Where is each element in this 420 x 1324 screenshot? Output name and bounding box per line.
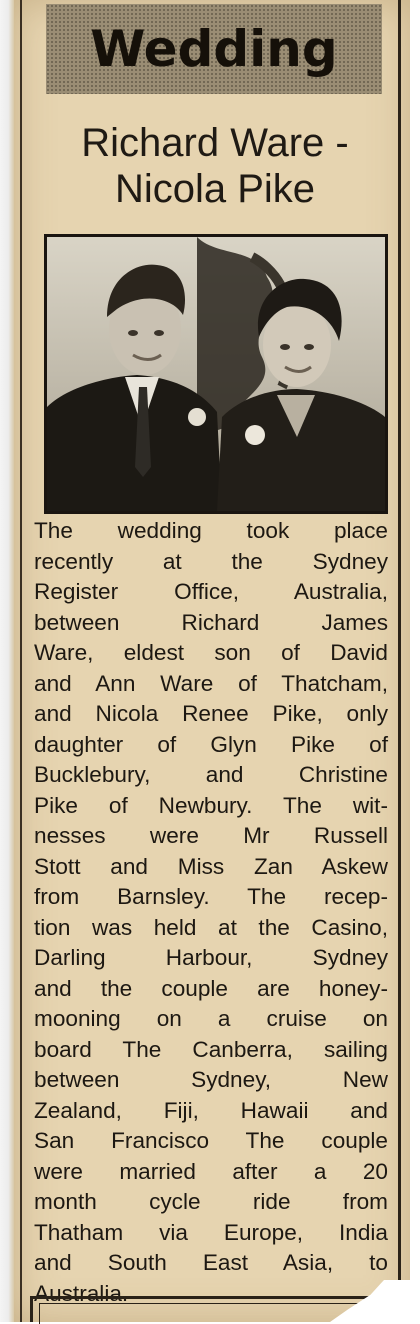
article-line: Bucklebury, and Christine bbox=[34, 762, 388, 787]
article-line: nesses were Mr Russell bbox=[34, 823, 388, 848]
article-line: recently at the Sydney bbox=[34, 548, 388, 574]
article-line: were married after a 20 bbox=[34, 1158, 388, 1184]
article-body bbox=[34, 516, 388, 1309]
article-line: from Barnsley. The recep- bbox=[34, 884, 388, 909]
article-line: tion was held at the Casino, bbox=[34, 914, 388, 940]
section-title: Wedding bbox=[90, 20, 338, 78]
article-line: and the couple are honey- bbox=[34, 975, 388, 1001]
article-line: Thatham via Europe, India bbox=[34, 1219, 388, 1245]
headline-line-2: Nicola Pike bbox=[114, 167, 316, 211]
column-rule-left bbox=[20, 0, 22, 1322]
wedding-photo bbox=[44, 234, 388, 514]
section-header bbox=[46, 4, 382, 94]
next-article-border bbox=[30, 1296, 370, 1322]
article-line: between Sydney, New bbox=[34, 1067, 388, 1092]
article-line: board The Canberra, sailing bbox=[34, 1036, 388, 1062]
article-line: The wedding took place bbox=[34, 518, 388, 543]
couple-photo-icon bbox=[47, 237, 385, 511]
article-line: month cycle ride from bbox=[34, 1189, 388, 1214]
article-line: Pike of Newbury. The wit- bbox=[34, 792, 388, 818]
article-line: between Richard James bbox=[34, 609, 388, 635]
page-edge bbox=[0, 0, 14, 1322]
article-line: mooning on a cruise on bbox=[34, 1006, 388, 1031]
article-line: and South East Asia, to bbox=[34, 1250, 388, 1275]
article-line: Zealand, Fiji, Hawaii and bbox=[34, 1097, 388, 1123]
article-line: and Ann Ware of Thatcham, bbox=[34, 670, 388, 696]
article-line: Australia. bbox=[34, 1280, 129, 1306]
article-line: Register Office, Australia, bbox=[34, 579, 388, 604]
article-line: Ware, eldest son of David bbox=[34, 640, 388, 665]
article-line: Darling Harbour, Sydney bbox=[34, 945, 388, 970]
headline-line-1: Richard Ware - bbox=[81, 121, 349, 165]
article-line: and Nicola Renee Pike, only bbox=[34, 701, 388, 726]
headline bbox=[30, 120, 400, 212]
article-line: San Francisco The couple bbox=[34, 1128, 388, 1153]
article-line: Stott and Miss Zan Askew bbox=[34, 853, 388, 879]
article-line: daughter of Glyn Pike of bbox=[34, 731, 388, 757]
